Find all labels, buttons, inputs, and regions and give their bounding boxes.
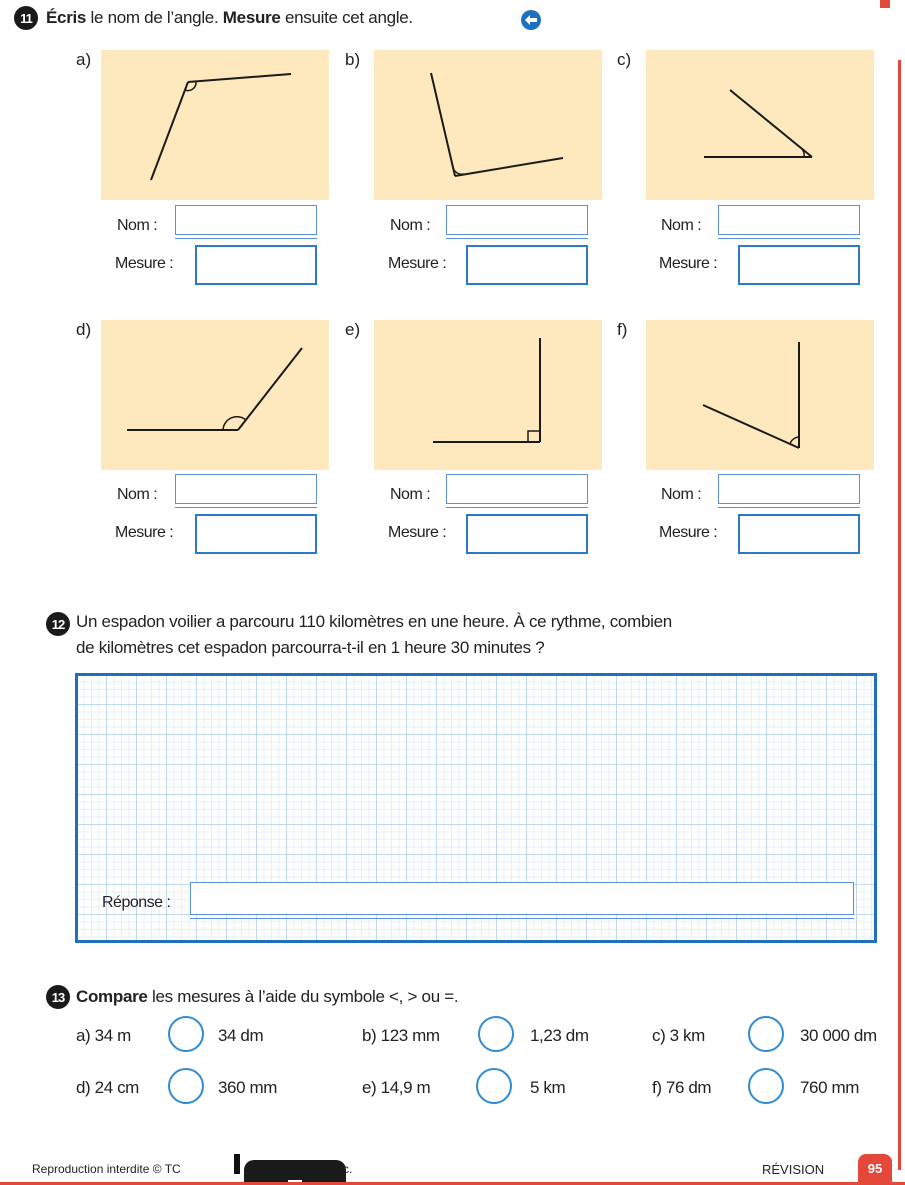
exercise-12-line1: Un espadon voilier a parcouru 110 kilomètres en une heure. À ce rythme, combien [76, 612, 672, 631]
compare-answer-circle-f[interactable] [748, 1068, 784, 1104]
nom-label: Nom : [661, 486, 702, 503]
compare-left: a) 34 m [76, 1026, 131, 1045]
angle-figure-a [101, 50, 329, 200]
answer-label: Réponse : [102, 894, 171, 911]
angle-figure-e [374, 320, 602, 470]
nom-input-a[interactable] [175, 205, 317, 235]
exercise-11-number: 11 [14, 6, 38, 30]
compare-answer-circle-d[interactable] [168, 1068, 204, 1104]
instruction-verb-compare: Compare [76, 987, 148, 1006]
compare-left: c) 3 km [652, 1026, 705, 1045]
exercise-12-number: 12 [46, 612, 70, 636]
mesure-label: Mesure : [115, 255, 174, 272]
compare-right: 34 dm [218, 1026, 264, 1045]
redaction-mark [234, 1154, 240, 1174]
back-arrow-icon[interactable] [520, 9, 542, 31]
instruction-text: les mesures à l’aide du symbole <, > ou =. [147, 987, 459, 1006]
compare-right: 5 km [530, 1078, 566, 1097]
nom-input-d[interactable] [175, 474, 317, 504]
item-letter: e) [345, 320, 361, 339]
mesure-label: Mesure : [388, 255, 447, 272]
mesure-label: Mesure : [659, 524, 718, 541]
nom-label: Nom : [117, 486, 158, 503]
compare-right: 1,23 dm [530, 1026, 589, 1045]
nom-input-c[interactable] [718, 205, 860, 235]
compare-answer-circle-b[interactable] [478, 1016, 514, 1052]
instruction-verb-mesure: Mesure [222, 8, 281, 27]
answer-input[interactable] [190, 882, 854, 915]
compare-left: e) 14,9 m [362, 1078, 431, 1097]
angle-figure-d [101, 320, 329, 470]
angle-figure-b [374, 50, 602, 200]
mesure-input-b[interactable] [466, 245, 588, 285]
mesure-input-a[interactable] [195, 245, 317, 285]
mesure-label: Mesure : [659, 255, 718, 272]
item-letter: a) [76, 50, 92, 69]
mesure-input-c[interactable] [738, 245, 860, 285]
nom-input-b[interactable] [446, 205, 588, 235]
nom-label: Nom : [390, 217, 431, 234]
exercise-13-number: 13 [46, 985, 70, 1009]
compare-answer-circle-a[interactable] [168, 1016, 204, 1052]
item-letter: c) [617, 50, 632, 69]
compare-right: 360 mm [218, 1078, 278, 1097]
compare-right: 30 000 dm [800, 1026, 877, 1045]
footer-copyright: Reproduction interdite © TC [32, 1162, 181, 1176]
footer-section: RÉVISION [762, 1162, 825, 1177]
page-number: 95 [858, 1154, 892, 1182]
mesure-label: Mesure : [388, 524, 447, 541]
compare-answer-circle-e[interactable] [476, 1068, 512, 1104]
compare-right: 760 mm [800, 1078, 860, 1097]
nom-label: Nom : [390, 486, 431, 503]
decor-red-edge [898, 60, 901, 1170]
exercise-12-line2: de kilomètres cet espadon parcourra-t-il en 1 heure 30 minutes ? [76, 638, 545, 657]
instruction-text: ensuite cet angle. [280, 8, 413, 27]
angle-figure-f [646, 320, 874, 470]
nom-label: Nom : [117, 217, 158, 234]
exercise-11-instruction [46, 8, 413, 28]
mesure-input-e[interactable] [466, 514, 588, 554]
item-letter: f) [617, 320, 628, 339]
decor-red-mark [880, 0, 890, 8]
instruction-text: le nom de l’angle. [86, 8, 223, 27]
mesure-input-f[interactable] [738, 514, 860, 554]
footer-copyright-tail: c. [343, 1162, 353, 1176]
mesure-label: Mesure : [115, 524, 174, 541]
mesure-input-d[interactable] [195, 514, 317, 554]
nom-input-e[interactable] [446, 474, 588, 504]
compare-left: f) 76 dm [652, 1078, 712, 1097]
compare-left: d) 24 cm [76, 1078, 139, 1097]
nom-label: Nom : [661, 217, 702, 234]
item-letter: d) [76, 320, 92, 339]
instruction-verb-ecris: Écris [46, 8, 87, 27]
item-letter: b) [345, 50, 361, 69]
exercise-13-instruction [76, 987, 458, 1007]
angle-figure-c [646, 50, 874, 200]
compare-left: b) 123 mm [362, 1026, 440, 1045]
compare-answer-circle-c[interactable] [748, 1016, 784, 1052]
nom-input-f[interactable] [718, 474, 860, 504]
